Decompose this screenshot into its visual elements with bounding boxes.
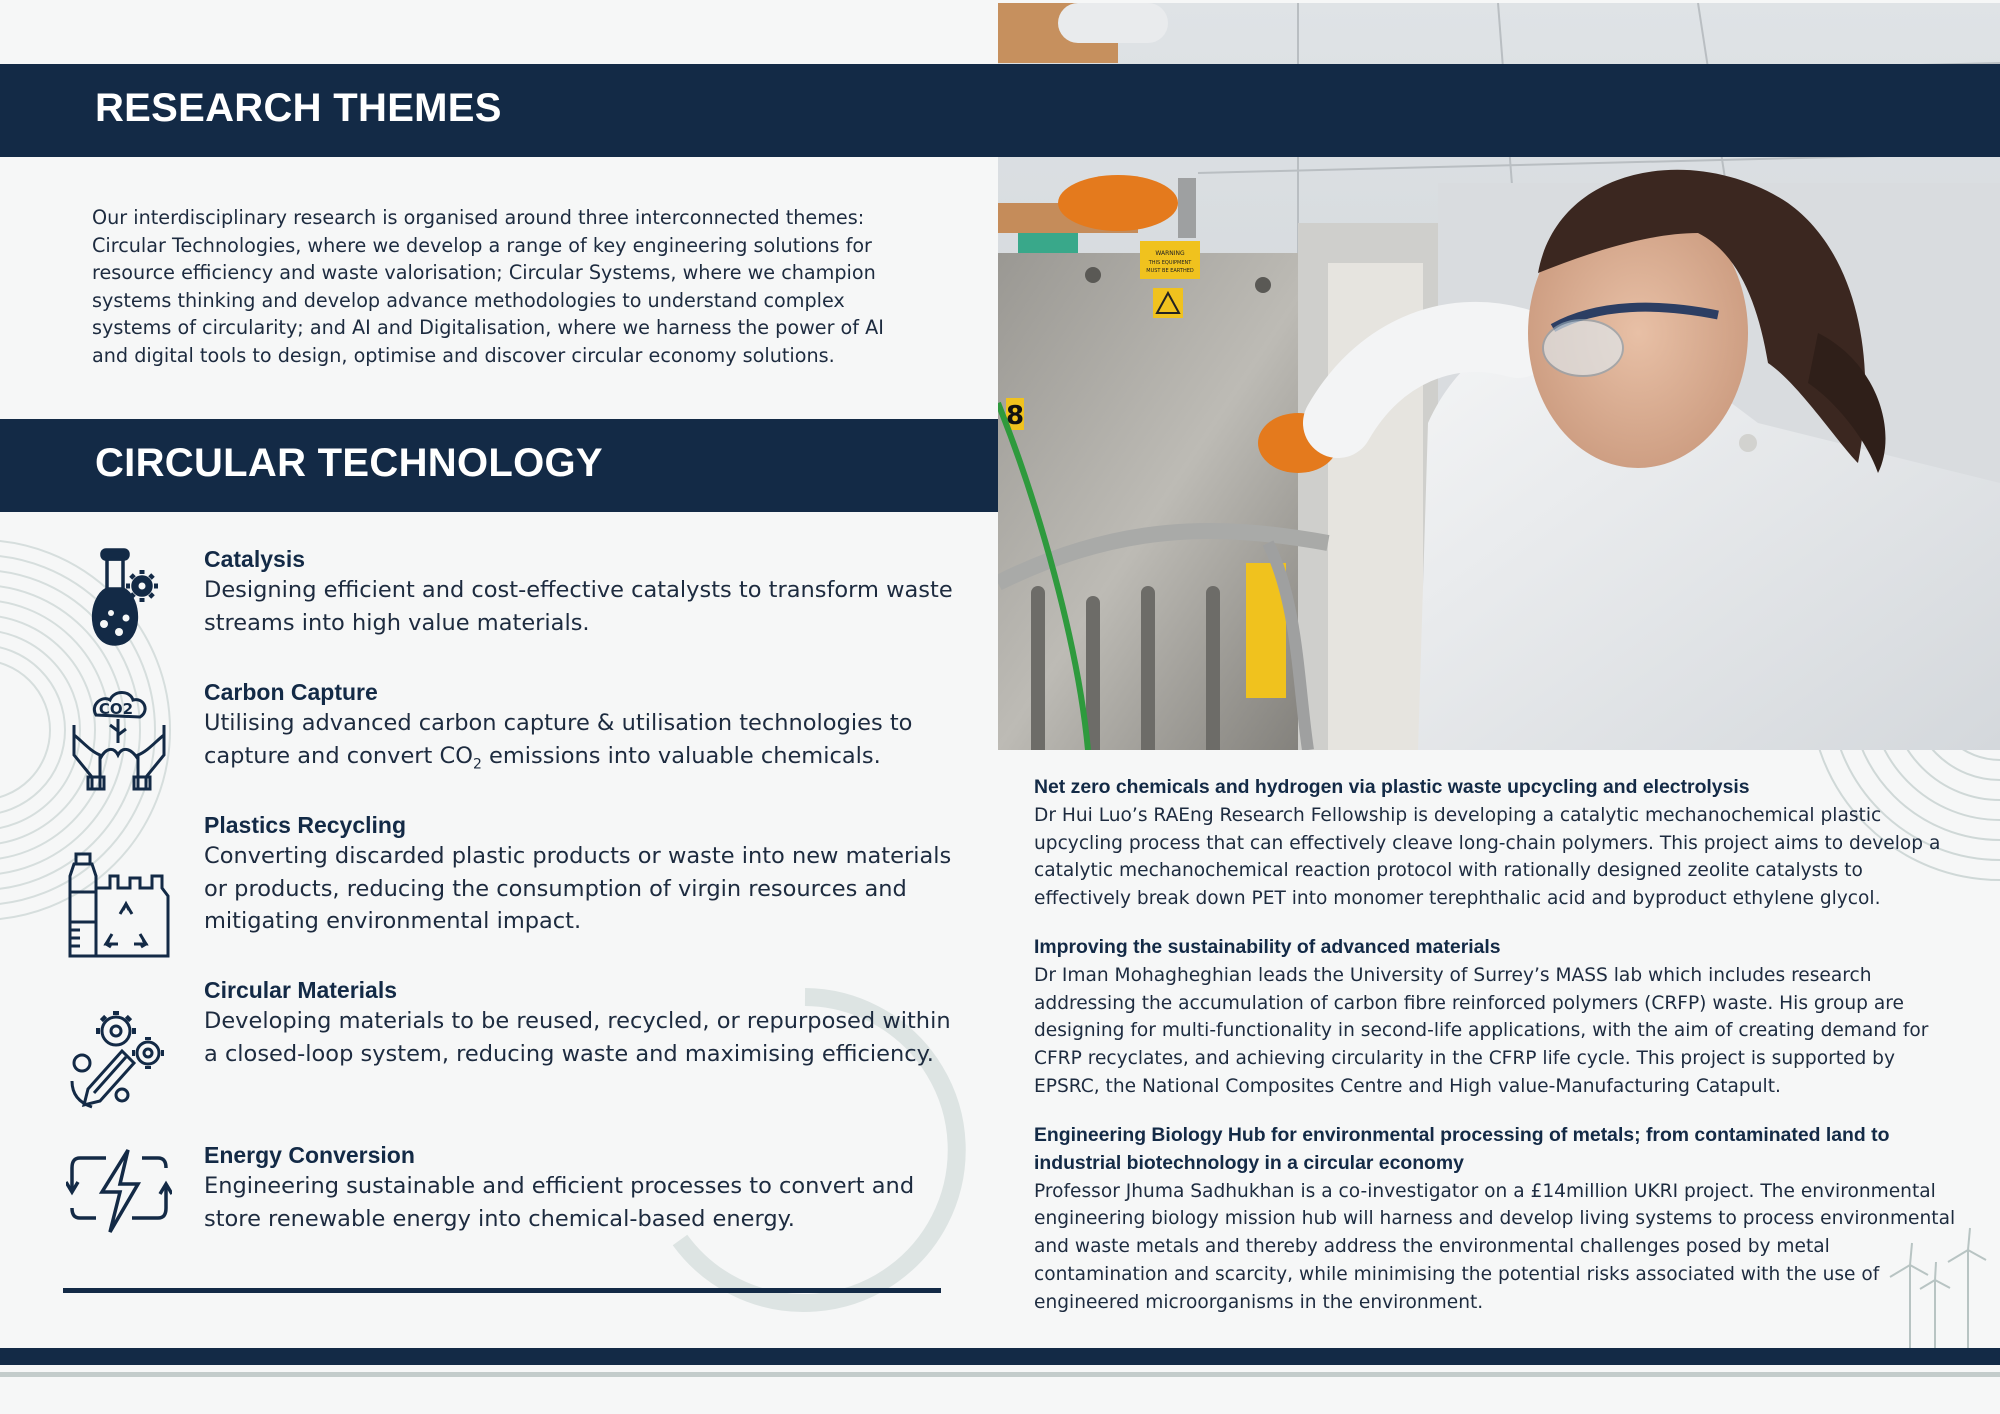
article-title: Engineering Biology Hub for environmental processing of metals; from contaminated land to industrial biotechnology in a circular economy [1034,1124,1890,1174]
theme-energy-conversion [66,1140,946,1280]
co2-hands-icon [66,685,172,791]
article-body: Dr Iman Mohagheghian leads the University of Surrey’s MASS lab which includes research addressing the accumulation of carbon fibre reinforced polymers (CRFP) waste. His group are designing for multi-functionality in second-life applications, with the aim of creating demand for CFRP recyclates, and achieving circularity in the CFRP life cycle. This project is supported by EPSRC, the National Composites Centre and High value-Manufacturing Catapult. [1034,964,1929,1097]
article-advanced-materials [1034,934,1964,1101]
flask-gear-icon [66,544,172,650]
energy-conversion-icon [66,1140,172,1246]
theme-title: Energy Conversion [204,1142,415,1168]
theme-circular-materials [66,975,951,1115]
circular-technology-heading: CIRCULAR TECHNOLOGY [95,441,603,485]
co2-subscript: 2 [472,756,482,772]
desc-text: emissions into valuable chemicals. [481,742,881,769]
theme-plastics-recycling [66,810,952,950]
theme-description [204,707,964,781]
theme-carbon-capture [66,677,946,817]
theme-title: Catalysis [204,546,306,572]
plastic-recycling-icon [66,852,172,958]
footer-bar [0,1348,2000,1365]
research-themes-banner [0,64,2000,157]
section-divider [63,1288,941,1293]
svg-text:CO2: CO2 [98,700,134,718]
article-title: Improving the sustainability of advanced materials [1034,936,1501,958]
theme-description: Converting discarded plastic products or waste into new materials or products, reducing the consumption of virgin resources and mitigating environmental impact. [204,843,952,934]
theme-description: Engineering sustainable and efficient processes to convert and store renewable energy into chemical-based energy. [204,1173,915,1232]
svg-text:MUST BE EARTHED: MUST BE EARTHED [1146,268,1194,274]
theme-description: Designing efficient and cost-effective catalysts to transform waste streams into high value materials. [204,577,953,636]
svg-text:WARNING: WARNING [1155,250,1185,257]
article-engineering-biology-hub [1034,1122,1964,1317]
intro-paragraph: Our interdisciplinary research is organised around three interconnected themes: Circular Technologies, where we develop a range of key engineering solutions for resource efficiency and waste valorisation; Circular Systems, where we champion systems thinking and develop advance methodologies to understand complex systems of circularity; and AI and Digitalisation, where we harness the power of AI and digital tools to design, optimise and discover circular economy solutions. [92,206,884,367]
desc-text: Utilising advanced carbon capture & utilisation technologies to capture and convert CO [204,710,913,769]
theme-title: Carbon Capture [204,679,378,705]
theme-title: Plastics Recycling [204,812,406,838]
svg-text:THIS EQUIPMENT: THIS EQUIPMENT [1148,260,1192,266]
article-plastic-upcycling [1034,774,1964,913]
gears-pencil-icon [66,1003,172,1109]
theme-title: Circular Materials [204,977,398,1003]
theme-description: Developing materials to be reused, recycled, or repurposed within a closed-loop system, reducing waste and maximising efficiency. [204,1008,951,1067]
theme-catalysis [66,544,953,684]
footer-line [0,1372,2000,1377]
article-body: Dr Hui Luo’s RAEng Research Fellowship is developing a catalytic mechanochemical plastic upcycling process that can effectively cleave long-chain polymers. This project aims to develop a catalytic mechanochemical reaction protocol with rationally designed zeolite catalysts to effectively break down PET into monomer terephthalic acid and byproduct ethylene glycol. [1034,804,1941,910]
research-themes-heading: RESEARCH THEMES [95,86,502,130]
circular-technology-banner [0,419,998,512]
article-body: Professor Jhuma Sadhukhan is a co-investigator on a £14million UKRI project. The environmental engineering biology mission hub will harness and develop living systems to process environmental and waste metals and thereby address the environmental challenges posed by metal contamination and scarcity, while minimising the potential risks associated with the use of engineered microorganisms in the environment. [1034,1180,1956,1313]
svg-text:8: 8 [1005,401,1025,431]
article-title: Net zero chemicals and hydrogen via plastic waste upcycling and electrolysis [1034,776,1750,798]
